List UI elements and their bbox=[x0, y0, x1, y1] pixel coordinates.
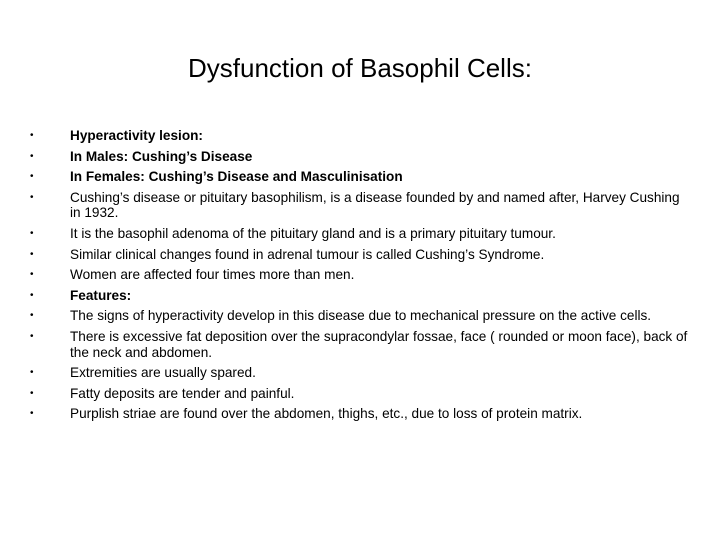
bullet-text: It is the basophil adenoma of the pituitary gland and is a primary pituitary tumour. bbox=[70, 225, 556, 241]
bullet-text: There is excessive fat deposition over the supracondylar fossae, face ( rounded or moon face), back of the neck and abdomen. bbox=[70, 328, 688, 360]
bullet-text: In Females: Cushing’s Disease and Masculinisation bbox=[70, 169, 403, 185]
bullet-icon: • bbox=[30, 408, 34, 420]
slide-title: Dysfunction of Basophil Cells: bbox=[188, 53, 532, 83]
bullet-text: Similar clinical changes found in adrenal tumour is called Cushing’s Syndrome. bbox=[70, 246, 545, 262]
bullet-text: Purplish striae are found over the abdomen, thighs, etc., due to loss of protein matrix. bbox=[70, 406, 583, 422]
bullet-text: Extremities are usually spared. bbox=[70, 365, 256, 381]
bullet-text: The signs of hyperactivity develop in this disease due to mechanical pressure on the active cells. bbox=[70, 308, 652, 324]
bullet-icon: • bbox=[30, 248, 34, 260]
bullet-icon: • bbox=[30, 191, 34, 203]
bullet-icon: • bbox=[30, 289, 34, 301]
bullet-icon: • bbox=[30, 310, 34, 322]
bullet-item bbox=[30, 169, 692, 185]
bullet-item bbox=[30, 128, 692, 144]
bullet-item bbox=[30, 247, 692, 263]
bullet-icon: • bbox=[30, 227, 34, 239]
bullet-icon: • bbox=[30, 367, 34, 379]
bullet-text: Cushing’s disease or pituitary basophilism, is a disease founded by and named after, Harvey Cushing in 1932. bbox=[70, 189, 680, 221]
bullet-icon: • bbox=[30, 330, 34, 342]
bullet-item bbox=[30, 267, 692, 283]
bullet-text: Fatty deposits are tender and painful. bbox=[70, 385, 295, 401]
bullet-text: Features: bbox=[70, 287, 132, 303]
bullet-text: Hyperactivity lesion: bbox=[70, 128, 203, 143]
bullet-icon: • bbox=[30, 171, 34, 183]
bullet-text: In Males: Cushing’s Disease bbox=[70, 148, 253, 164]
bullet-item bbox=[30, 406, 692, 422]
bullet-item bbox=[30, 226, 692, 242]
bullet-item bbox=[30, 365, 692, 381]
bullet-item bbox=[30, 288, 692, 304]
bullet-item bbox=[30, 149, 692, 165]
bullet-item bbox=[30, 308, 692, 324]
bullet-list bbox=[30, 128, 692, 427]
bullet-icon: • bbox=[30, 387, 34, 399]
bullet-item bbox=[30, 329, 692, 360]
bullet-icon: • bbox=[30, 150, 34, 162]
bullet-item bbox=[30, 190, 692, 221]
bullet-text: Women are affected four times more than men. bbox=[70, 267, 355, 283]
bullet-item bbox=[30, 386, 692, 402]
bullet-icon: • bbox=[30, 130, 34, 141]
bullet-icon: • bbox=[30, 269, 34, 281]
